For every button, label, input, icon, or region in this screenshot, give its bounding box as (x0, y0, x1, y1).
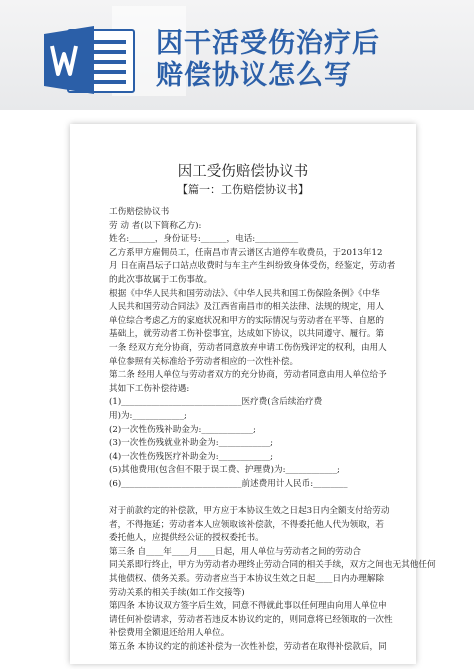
document-body (109, 206, 436, 655)
page-title-line-1: 因干活受伤治疗后 (156, 28, 380, 59)
document-line: 第四条 本协议双方签字后生效，同意不得就此事以任何理由向用人单位申 (109, 601, 387, 612)
document-line (109, 491, 396, 505)
document-title: 因工受伤赔偿协议书 (177, 164, 309, 180)
document-line: 月 日在南昌坛子口站点收费时与车主产生纠纷致身体受伤，经鉴定，劳动者 (109, 261, 396, 272)
document-line: 其他债权、债务关系。劳动者应当于本协议生效之日起____日内办理解除 (109, 574, 385, 585)
document-line: (4)一次性伤残医疗补助金为:____________; (109, 451, 274, 462)
document-line: 劳 动 者(以下简称乙方): (109, 220, 202, 231)
document-line: 第五条 本协议约定的前述补偿为一次性补偿，劳动者在取得补偿款后，同 (109, 642, 387, 652)
document-line: 者，不得拖延；劳动者本人应领取该补偿款，不得委托他人代为领取，若 (109, 519, 385, 530)
document-line: 请任何补偿请求，劳动者若违反本协议约定的，则同意将已经领取的一次性 (109, 614, 393, 625)
document-line: (6)____________________________前述费用计人民币:________ (109, 478, 348, 489)
document-line: 同关系即行终止，甲方为劳动者办理终止劳动合同的相关手续，双方之间也无其他任何 (109, 560, 436, 571)
document-subtitle: 【篇一：工伤赔偿协议书】 (177, 183, 309, 196)
document-line: 姓名:______，身份证号:______，电话:__________ (109, 234, 299, 245)
word-document-icon (38, 26, 142, 94)
document-line: 用)为:____________; (109, 410, 187, 421)
document-line: (3)一次性伤残就业补助金为:____________; (109, 438, 274, 449)
document-line: 委托他人，应提供经公证的授权委托书。 (109, 533, 264, 544)
document-line: 的此次事故属于工伤事故。 (109, 274, 213, 285)
document-line: 基础上，就劳动者工伤补偿事宜，达成如下协议，以共同遵守、履行。第 (109, 329, 385, 340)
document-line: 补偿费用全额退还给用人单位。 (109, 628, 230, 639)
document-line: (2)一次性伤残补助金为:____________; (109, 424, 256, 435)
document-line: (1)____________________________医疗费(含后续治疗费 (109, 397, 323, 408)
document-line: 对于前款约定的补偿款，甲方应于本协议生效之日起3日内全额支付给劳动 (109, 506, 390, 517)
header-banner (0, 0, 474, 110)
document-line: 其如下工伤补偿待遇: (109, 383, 190, 394)
document-line: (5)其他费用(包含但不限于误工费、护理费)为:____________; (109, 465, 340, 476)
document-line: 一条 经双方充分协商，劳动者同意放弃申请工伤伤残评定的权利，由用人 (109, 342, 387, 353)
document-line: 人民共和国劳动合同法》及江西省南昌市的相关法律、法规的规定，用人 (109, 302, 385, 313)
document-line: 工伤赔偿协议书 (109, 207, 170, 217)
page-title-line-2: 赔偿协议怎么写 (156, 60, 352, 91)
document-line: 第三条 自____年____月____日起，用人单位与劳动者之间的劳动合 (109, 546, 361, 557)
document-line: 根据《中华人民共和国劳动法》、《中华人民共和国工伤保险条例》《中华 (109, 288, 380, 299)
document-line: 单位综合考虑乙方的家庭状况和甲方的实际情况与劳动者在平等、自愿的 (109, 315, 385, 326)
page-title (156, 28, 456, 92)
document-line: 单位参照有关标准给予劳动者相应的一次性补偿。 (109, 356, 299, 367)
document-preview[interactable] (70, 124, 436, 664)
document-line: 劳动关系的相关手续(如工作交接等) (109, 587, 245, 598)
document-line: 第二条 经用人单位与劳动者双方的充分协商，劳动者同意由用人单位给予 (109, 370, 387, 381)
document-line: 乙方系甲方雇佣员工，任南昌市青云谱区古道停车收费员，于2013年12 (109, 247, 383, 258)
